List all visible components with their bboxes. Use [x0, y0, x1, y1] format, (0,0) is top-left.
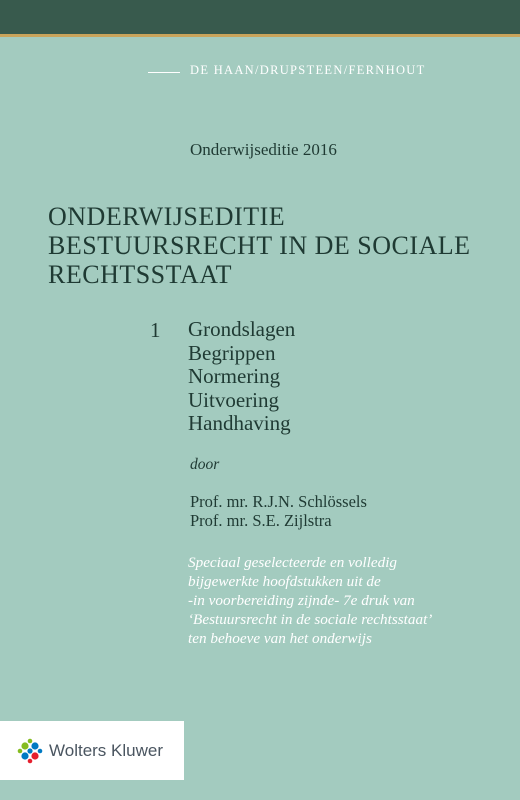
blurb-line: ‘Bestuursrecht in de sociale rechtsstaat’	[188, 611, 433, 628]
book-title	[48, 202, 498, 289]
author-name: Prof. mr. R.J.N. Schlössels	[190, 492, 367, 511]
blurb-line: -in voorbereiding zijnde- 7e druk van	[188, 592, 415, 609]
authors-list	[190, 492, 367, 530]
volume-subjects	[188, 318, 295, 436]
subject-item: Normering	[188, 364, 281, 388]
blurb-text	[188, 553, 508, 648]
publisher-name: Wolters Kluwer	[49, 740, 163, 760]
title-line: RECHTSSTAAT	[48, 260, 232, 289]
author-name: Prof. mr. S.E. Zijlstra	[190, 511, 332, 530]
volume-number: 1	[150, 318, 161, 342]
subject-item: Handhaving	[188, 411, 291, 435]
subject-item: Uitvoering	[188, 387, 279, 412]
series-authors: DE HAAN/DRUPSTEEN/FERNHOUT	[190, 63, 426, 77]
publisher-badge	[0, 721, 184, 780]
title-line: BESTUURSRECHT IN DE SOCIALE	[48, 231, 471, 260]
blurb-line: Speciaal geselecteerde en volledig	[188, 554, 398, 571]
blurb-line: bijgewerkte hoofdstukken uit de	[188, 573, 381, 590]
title-line: ONDERWIJSEDITIE	[48, 202, 286, 231]
series-rule	[148, 72, 180, 73]
blurb-line: ten behoeve van het onderwijs	[188, 630, 372, 647]
accent-rule	[0, 34, 520, 37]
subject-item: Grondslagen	[188, 317, 296, 341]
wolters-kluwer-logo-icon	[17, 738, 43, 764]
top-bar	[0, 0, 520, 34]
subject-item: Begrippen	[188, 340, 276, 365]
by-label: door	[190, 456, 220, 473]
edition-label: Onderwijseditie 2016	[190, 140, 337, 159]
